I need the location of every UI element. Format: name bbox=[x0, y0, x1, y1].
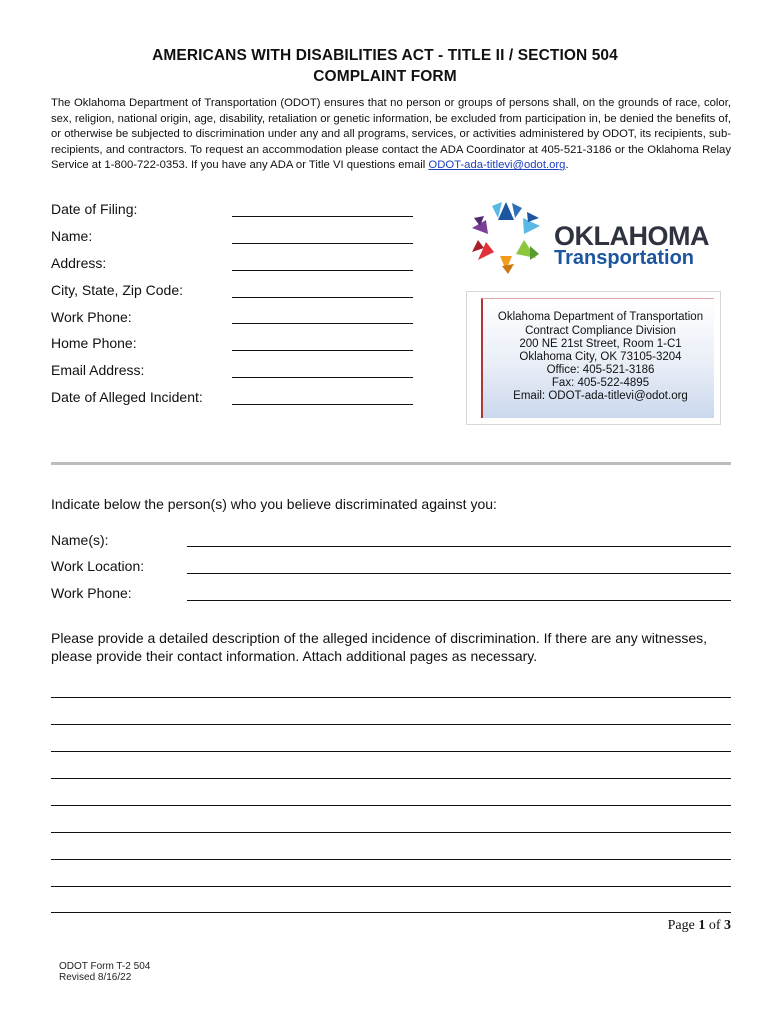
persons-names-label: Name(s): bbox=[51, 532, 109, 548]
contact-line-office: Office: 405-521-3186 bbox=[546, 364, 655, 376]
contact-line-email: Email: ODOT-ada-titlevi@odot.org bbox=[513, 390, 688, 402]
contact-line-city: Oklahoma City, OK 73105-3204 bbox=[519, 351, 682, 363]
persons-work-phone-field[interactable] bbox=[187, 600, 731, 601]
incident-date-field[interactable] bbox=[232, 404, 413, 405]
persons-names-field[interactable] bbox=[187, 546, 731, 547]
contact-line-division: Contract Compliance Division bbox=[525, 325, 676, 337]
contact-line-street: 200 NE 21st Street, Room 1-C1 bbox=[519, 338, 682, 350]
email-address-label: Email Address: bbox=[51, 362, 145, 378]
logo-wordmark-oklahoma: OKLAHOMA bbox=[554, 221, 709, 251]
contact-line-agency: Oklahoma Department of Transportation bbox=[497, 311, 704, 323]
incident-date-label: Date of Alleged Incident: bbox=[51, 389, 203, 405]
city-state-zip-label: City, State, Zip Code: bbox=[51, 282, 184, 298]
section-divider bbox=[51, 462, 731, 465]
description-line[interactable] bbox=[51, 912, 731, 913]
work-phone-field[interactable] bbox=[232, 323, 413, 324]
page-of: of bbox=[705, 918, 724, 933]
description-line[interactable] bbox=[51, 697, 731, 698]
description-line[interactable] bbox=[51, 724, 731, 725]
form-title-line-2: COMPLAINT FORM bbox=[313, 68, 457, 85]
intro-paragraph bbox=[51, 96, 731, 174]
logo-wordmark-transportation: Transportation bbox=[554, 247, 695, 269]
name-field[interactable] bbox=[232, 243, 413, 244]
page-prefix: Page bbox=[667, 918, 699, 933]
date-of-filing-label: Date of Filing: bbox=[51, 201, 138, 217]
city-state-zip-field[interactable] bbox=[232, 297, 413, 298]
description-line[interactable] bbox=[51, 832, 731, 833]
contact-line-fax: Fax: 405-522-4895 bbox=[551, 377, 650, 389]
home-phone-label: Home Phone: bbox=[51, 335, 137, 351]
date-of-filing-field[interactable] bbox=[232, 216, 413, 217]
revised-date: Revised 8/16/22 bbox=[59, 972, 132, 983]
page-current: 1 bbox=[698, 918, 706, 933]
description-line[interactable] bbox=[51, 859, 731, 860]
intro-text: The Oklahoma Department of Transportation (ODOT) ensures that no person or groups of persons shall, on the grounds of race, color, sex, religion, national origin, age, disability, retaliation or genetic information, be excluded from participation in, be denied the benefits of, or otherwise be subjected to discrimination under any and all programs, services, or activities administered by ODOT, its recipients, sub-recipients, and contractors. To request an accommodation please contact the ADA Coordinator at 405-521-3186 or the Oklahoma Relay Service at 1-800-722-0353. If you have any ADA or Title VI questions email bbox=[51, 97, 731, 172]
form-title-line-1: AMERICANS WITH DISABILITIES ACT - TITLE II / SECTION 504 bbox=[152, 47, 618, 64]
page-total: 3 bbox=[724, 918, 731, 933]
persons-work-phone-label: Work Phone: bbox=[51, 585, 132, 601]
work-phone-label: Work Phone: bbox=[51, 309, 132, 325]
home-phone-field[interactable] bbox=[232, 350, 413, 351]
email-address-field[interactable] bbox=[232, 377, 413, 378]
address-field[interactable] bbox=[232, 270, 413, 271]
persons-work-location-field[interactable] bbox=[187, 573, 731, 574]
description-line[interactable] bbox=[51, 886, 731, 887]
description-line[interactable] bbox=[51, 751, 731, 752]
persons-work-location-label: Work Location: bbox=[51, 558, 145, 574]
address-label: Address: bbox=[51, 255, 107, 271]
description-instructions: Please provide a detailed description of the alleged incidence of discrimination. If there are any witnesses, please provide their contact information. Attach additional pages as necessary. bbox=[51, 630, 708, 664]
ada-email-link[interactable]: ODOT-ada-titlevi@odot.org bbox=[428, 159, 566, 172]
description-line[interactable] bbox=[51, 805, 731, 806]
persons-prompt: Indicate below the person(s) who you believe discriminated against you: bbox=[51, 496, 497, 512]
form-id: ODOT Form T-2 504 bbox=[59, 961, 151, 972]
page-number bbox=[668, 918, 731, 934]
description-line[interactable] bbox=[51, 778, 731, 779]
name-label: Name: bbox=[51, 228, 93, 244]
intro-end: . bbox=[565, 159, 569, 172]
